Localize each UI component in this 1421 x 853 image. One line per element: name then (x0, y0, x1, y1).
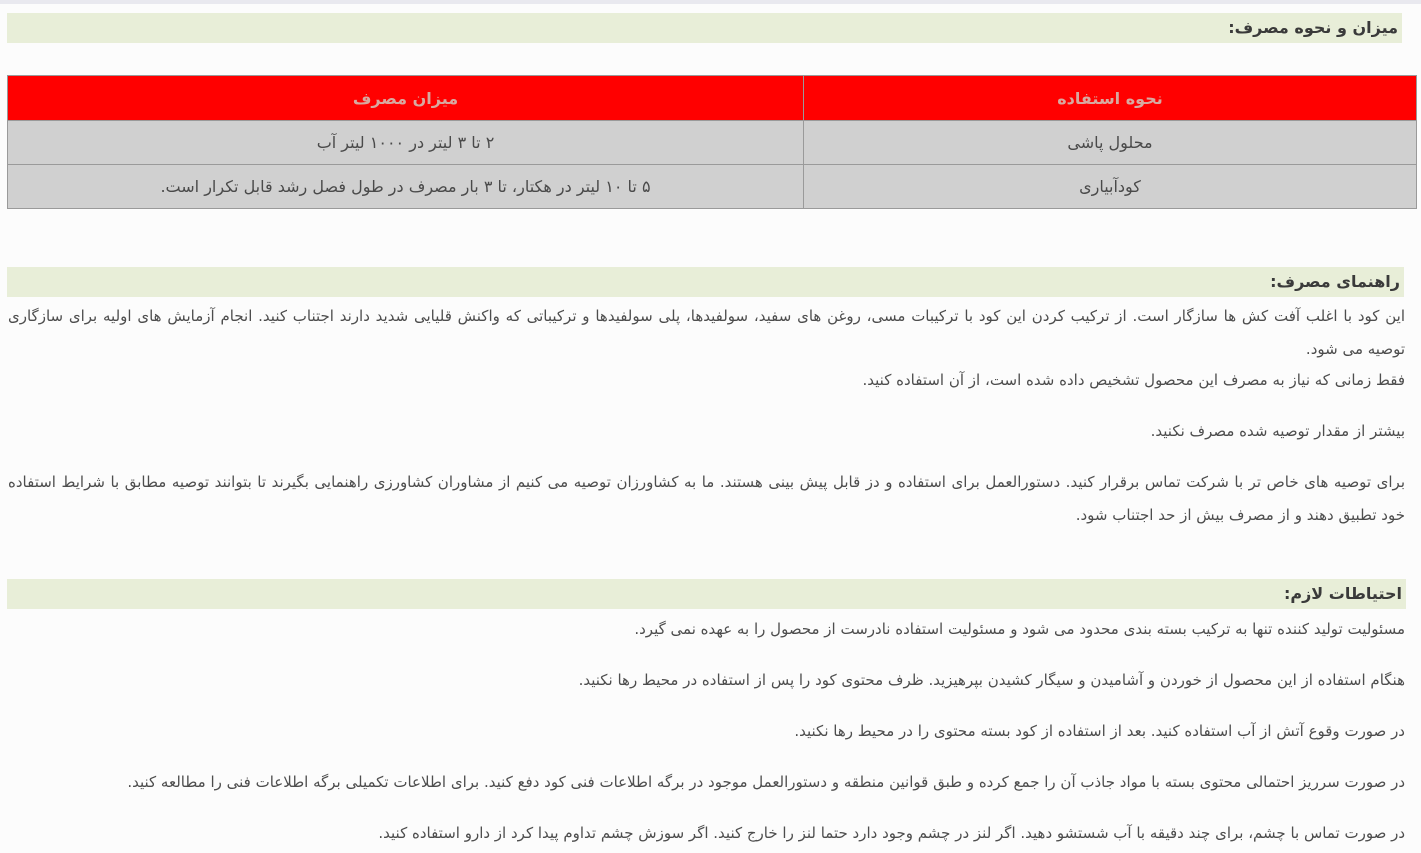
table-row (8, 121, 1417, 165)
guide-paragraph: برای توصیه های خاص تر با شرکت تماس برقرار کنید. دستورالعمل برای استفاده و دز قابل پیش بینی هستند. ما به کشاورزان توصیه می کنیم از مشاوران کشاورزی راهنمایی بگیرند تا بتوانند توصیه مطابق با شرایط استفاده خود تطبیق دهند و از مصرف بیش از حد اجتناب شود. (8, 473, 1405, 524)
cell-amount: ۵ تا ۱۰ لیتر در هکتار، تا ۳ بار مصرف در طول فصل رشد قابل تکرار است. (8, 165, 804, 209)
guide-paragraph: بیشتر از مقدار توصیه شده مصرف نکنید. (1150, 422, 1405, 440)
guide-paragraph: این کود با اغلب آفت کش ها سازگار است. از ترکیب کردن این کود با ترکیبات مسی، روغن های سفید، سولفیدها، پلی سولفیدها و ترکیباتی که واکنش قلیایی شدید دارند اجتناب کنید. انجام آزمایش های اولیه برای سازگاری توصیه می شود. (8, 307, 1405, 358)
table-header-row (8, 76, 1417, 121)
precaution-paragraph: در صورت وقوع آتش از آب استفاده کنید. بعد از استفاده از کود بسته محتوی را در محیط رها نکنید. (794, 722, 1405, 740)
table-row (8, 165, 1417, 209)
usage-heading: میزان و نحوه مصرف: (7, 13, 1402, 43)
header-method: نحوه استفاده (804, 76, 1417, 121)
header-amount: میزان مصرف (8, 76, 804, 121)
cell-amount: ۲ تا ۳ لیتر در ۱۰۰۰ لیتر آب (8, 121, 804, 165)
guide-paragraph: فقط زمانی که نیاز به مصرف این محصول تشخیص داده شده است، از آن استفاده کنید. (862, 371, 1405, 389)
precaution-paragraph: در صورت تماس با چشم، برای چند دقیقه با آب شستشو دهید. اگر لنز در چشم وجود دارد حتما لنز را خارج کنید. اگر سوزش چشم تداوم پیدا کرد از دارو استفاده کنید. (378, 824, 1405, 842)
usage-table (7, 75, 1417, 209)
precaution-paragraph: در صورت سرریز احتمالی محتوی بسته با مواد جاذب آن را جمع کرده و طبق قوانین منطقه و دستورالعمل موجود در برگه اطلاعات فنی کود دفع کنید. برای اطلاعات تکمیلی برگه اطلاعات فنی را مطالعه کنید. (127, 773, 1405, 791)
cell-method: کودآبیاری (804, 165, 1417, 209)
guide-heading: راهنمای مصرف: (7, 267, 1404, 297)
precaution-paragraph: هنگام استفاده از این محصول از خوردن و آشامیدن و سیگار کشیدن بپرهیزید. ظرف محتوی کود را پس از استفاده در محیط رها نکنید. (578, 671, 1405, 689)
cell-method: محلول پاشی (804, 121, 1417, 165)
precautions-heading: احتیاطات لازم: (7, 579, 1406, 609)
precaution-paragraph: مسئولیت تولید کننده تنها به ترکیب بسته بندی محدود می شود و مسئولیت استفاده نادرست از محصول را به عهده نمی گیرد. (634, 620, 1405, 638)
product-usage-content (0, 4, 1421, 853)
